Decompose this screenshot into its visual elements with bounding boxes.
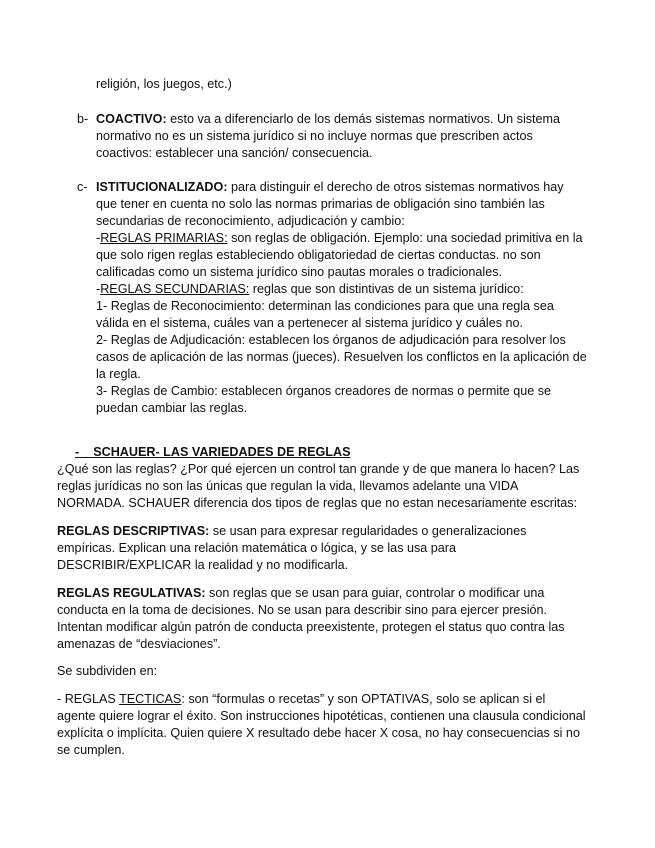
paragraph-line: conducta en la toma de decisiones. No se usan para describir sino para ejercer presión.	[57, 603, 548, 617]
term-reglas-primarias: REGLAS PRIMARIAS:	[100, 231, 228, 245]
regulativas-paragraph: REGLAS REGULATIVAS: son reglas que se usan para guiar, controlar o modificar una conducta en la toma de decisiones. No se usan para describir sino para ejercer presión. Intentan modificar algún patrón de conducta preexistente, protegen el status quo contra las amenazas de “desviaciones”.	[57, 585, 617, 653]
paragraph-line: amenazas de “desviaciones”.	[57, 637, 221, 651]
list-continuation	[96, 76, 606, 93]
paragraph-line: 2- Reglas de Adjudicación: establecen los órganos de adjudicación para resolver los	[96, 333, 566, 347]
paragraph-line: secundarias de reconocimiento, adjudicación y cambio:	[96, 214, 405, 228]
paragraph-line: que tener en cuenta no solo las normas primarias de obligación sino también las	[96, 197, 545, 211]
term-reglas-secundarias: REGLAS SECUNDARIAS:	[100, 282, 250, 296]
paragraph-line: NORMADA. SCHAUER diferencia dos tipos de reglas que no estan necesariamente escritas:	[57, 496, 578, 510]
paragraph-line: normativo no es un sistema jurídico si no incluye normas que prescriben actos	[96, 129, 533, 143]
subdividen-paragraph	[57, 663, 617, 680]
paragraph-line: se cumplen.	[57, 743, 125, 757]
list-marker-c: c-	[77, 180, 88, 194]
term-reglas-regulativas: REGLAS REGULATIVAS:	[57, 586, 206, 600]
paragraph-line: agente quiere lograr el éxito. Son instrucciones hipotéticas, contienen una clausula condicional	[57, 709, 586, 723]
paragraph-line: Se subdividen en:	[57, 664, 158, 678]
paragraph-line: coactivos: establecer una sanción/ consecuencia.	[96, 146, 373, 160]
intro-paragraph	[57, 461, 617, 512]
term-institucionalizado: ISTITUCIONALIZADO:	[96, 180, 228, 194]
paragraph-line: reglas jurídicas no son las únicas que regulan la vida, llevamos adelante una VIDA	[57, 479, 519, 493]
paragraph-line: 3- Reglas de Cambio: establecen órganos creadores de normas o permite que se	[96, 384, 552, 398]
list-marker-b: b-	[77, 112, 89, 126]
paragraph-line: explícita o implícita. Quien quiere X resultado debe hacer X cosa, no hay consecuencias si no	[57, 726, 580, 740]
term-tecticas: TECTICAS	[119, 692, 182, 706]
paragraph-line: DESCRIBIR/EXPLICAR la realidad y no modificarla.	[57, 558, 349, 572]
list-item-coactivo: COACTIVO: esto va a diferenciarlo de los demás sistemas normativos. Un sistema normativo no es un sistema jurídico si no incluye normas que prescriben actos coactivos: establecer una sanción/ consecuencia.	[96, 111, 606, 162]
paragraph-line: puedan cambiar las reglas.	[96, 401, 248, 415]
tecticas-paragraph: - REGLAS TECTICAS: son “formulas o recetas” y son OPTATIVAS, solo se aplican si el agente quiere lograr el éxito. Son instrucciones hipotéticas, contienen una clausula condicional explícita o implícita. Quien quiere X resultado debe hacer X cosa, no hay consecuencias si no se cumplen.	[57, 691, 617, 759]
paragraph-line: calificadas como un sistema jurídico sino pautas morales o tradicionales.	[96, 265, 502, 279]
paragraph-line: que solo rigen reglas estableciendo obligatoriedad de ciertas conductas. no son	[96, 248, 541, 262]
paragraph-line: Intentan modificar algún patrón de conducta preexistente, protegen el status quo contra las	[57, 620, 565, 634]
paragraph-line: casos de aplicación de las normas (jueces). Resuelven los conflictos en la aplicación de	[96, 350, 587, 364]
term-reglas-descriptivas: REGLAS DESCRIPTIVAS:	[57, 524, 210, 538]
descriptivas-paragraph: REGLAS DESCRIPTIVAS: se usan para expresar regularidades o generalizaciones empíricas. Explican una relación matemática o lógica, y se las usa para DESCRIBIR/EXPLICAR la realidad y no modificarla.	[57, 523, 617, 574]
paragraph-line: 1- Reglas de Reconocimiento: determinan las condiciones para que una regla sea	[96, 299, 554, 313]
paragraph-line: religión, los juegos, etc.)	[96, 77, 232, 91]
term-coactivo: COACTIVO:	[96, 112, 167, 126]
section-heading: - SCHAUER- LAS VARIEDADES DE REGLAS	[75, 445, 351, 459]
paragraph-line: la regla.	[96, 367, 141, 381]
paragraph-line: ¿Qué son las reglas? ¿Por qué ejercen un control tan grande y de que manera lo hacen? Las	[57, 462, 580, 476]
paragraph-line: válida en el sistema, cuáles van a pertenecer al sistema jurídico y cuáles no.	[96, 316, 524, 330]
list-item-institucionalizado: ISTITUCIONALIZADO: para distinguir el derecho de otros sistemas normativos hay que tener en cuenta no solo las normas primarias de obligación sino también las secundarias de reconocimiento, adjudicación y cambio: -REGLAS PRIMARIAS: son reglas de obligación. Ejemplo: una sociedad primitiva en la que solo rigen reglas estableciendo obligatoriedad de ciertas conductas. no son calificadas como un sistema jurídico sino pautas morales o tradicionales. -REGLAS SECUNDARIAS: reglas que son distintivas de un sistema jurídico: 1- Reglas de Reconocimiento: determinan las condiciones para que una regla sea válida en el sistema, cuáles van a pertenecer al sistema jurídico y cuáles no. 2- Reglas de Adjudicación: establecen los órganos de adjudicación para resolver los casos de aplicación de las normas (jueces). Resuelven los conflictos en la aplicación de la regla. 3- Reglas de Cambio: establecen órganos creadores de normas o permite que se puedan cambiar las reglas.	[96, 179, 606, 417]
paragraph-line: empíricas. Explican una relación matemática o lógica, y se las usa para	[57, 541, 456, 555]
